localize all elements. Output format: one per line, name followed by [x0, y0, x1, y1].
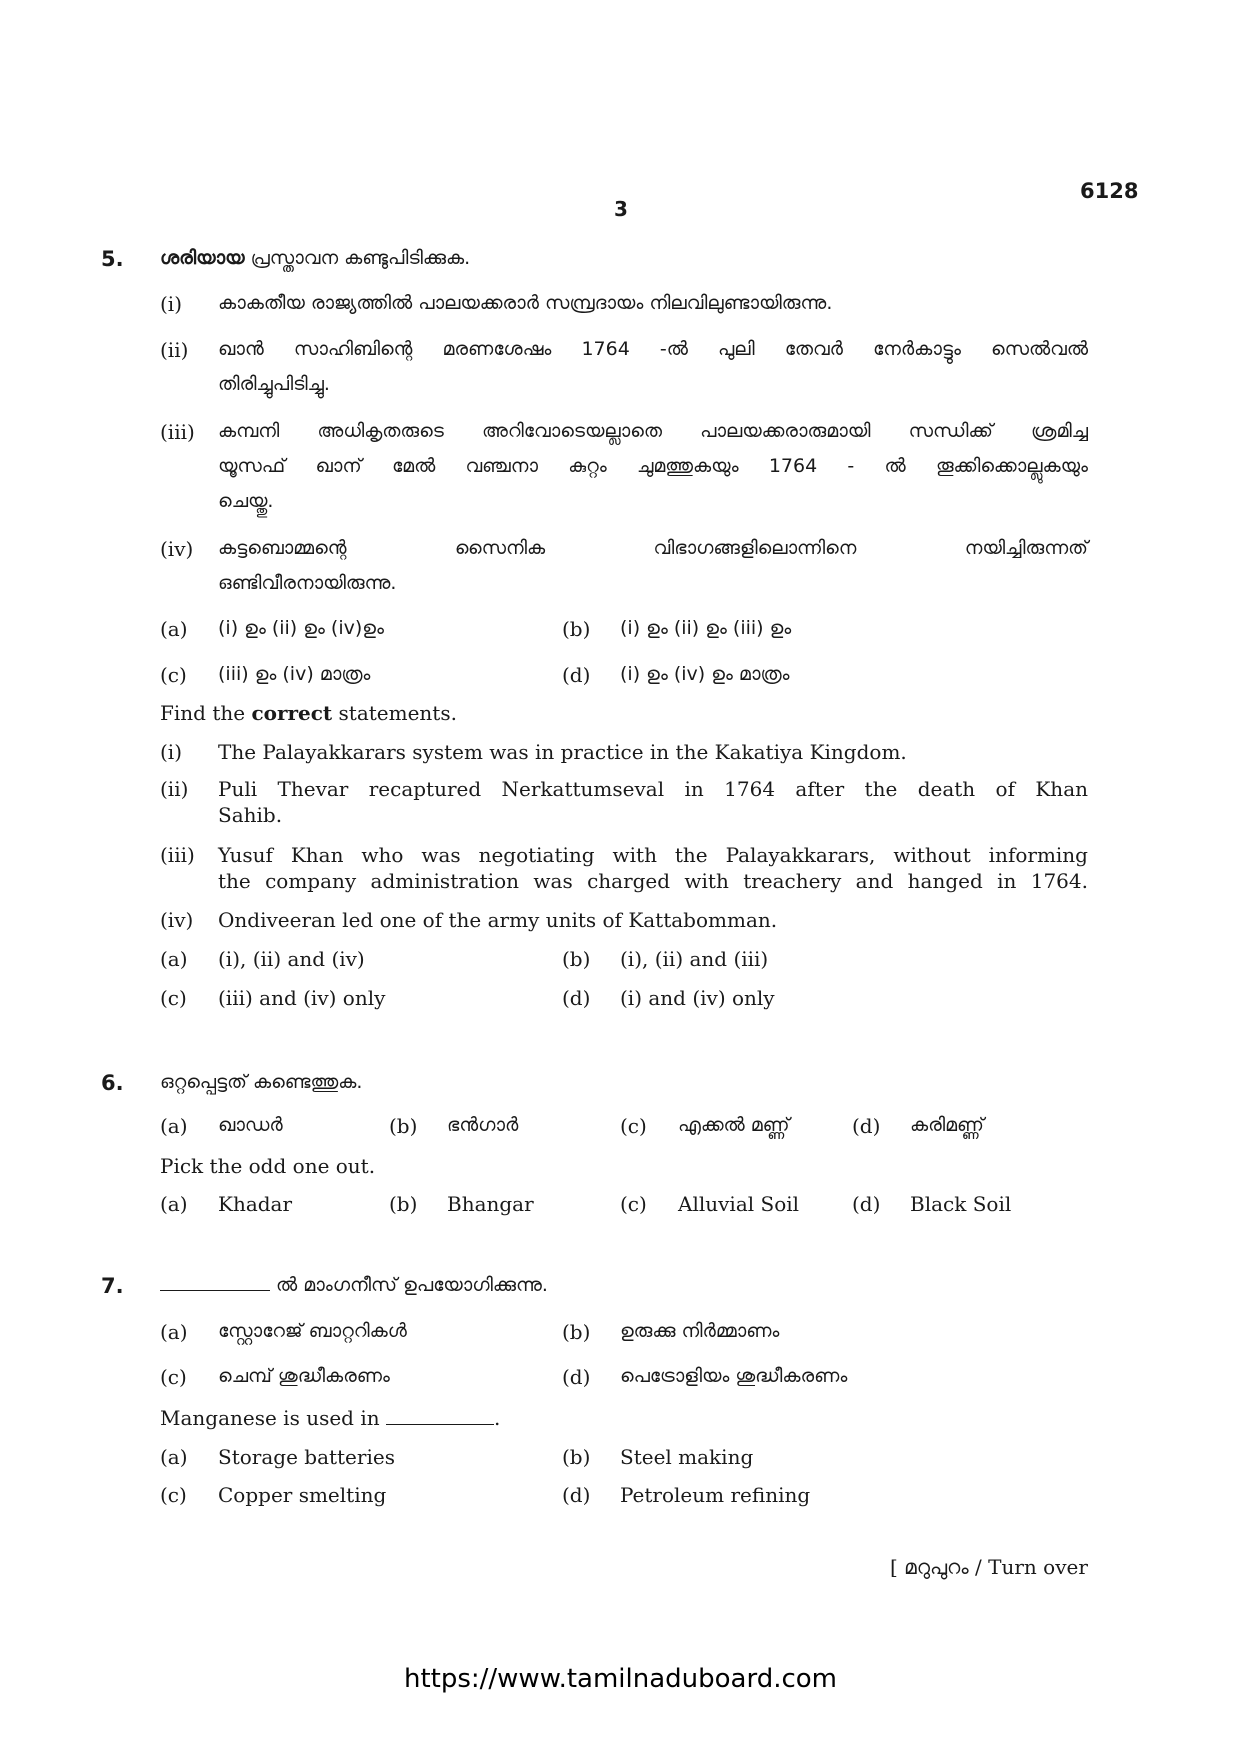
q5-en-statement-iii-line1: Yusuf Khan who was negotiating with the Palayakkarars, without informing [218, 843, 1088, 867]
q5-en-prompt-pre: Find the [160, 701, 252, 725]
q6-en-option-c-label: (c) [620, 1192, 647, 1216]
question-7-ml-prompt [160, 1274, 548, 1296]
paper-code: 6128 [1080, 179, 1139, 203]
q5-ml-statement-iii-line3: ചെയ്തു. [218, 490, 274, 512]
q6-en-option-a[interactable]: Khadar [218, 1192, 293, 1216]
q5-ml-prompt-rest: പ്രസ്താവന കണ്ടുപിടിക്കുക. [244, 247, 471, 269]
q5-en-option-a-label: (a) [160, 947, 188, 971]
question-6-number: 6. [101, 1071, 124, 1095]
q6-ml-option-a-label: (a) [160, 1114, 188, 1138]
question-5-en-prompt [160, 701, 457, 725]
q5-en-option-c[interactable]: (iii) and (iv) only [218, 986, 386, 1010]
q7-en-option-a-label: (a) [160, 1445, 188, 1469]
q6-ml-option-c[interactable]: എക്കൽ മണ്ണ് [678, 1114, 790, 1136]
q5-ml-statement-iii-line1: കമ്പനി അധികൃതരുടെ അറിവോടെയല്ലാതെ പാലയക്കരാരുമായി സന്ധിക്ക് ശ്രമിച്ച [218, 420, 1088, 442]
q5-en-option-b[interactable]: (i), (ii) and (iii) [620, 947, 769, 971]
q5-en-option-a[interactable]: (i), (ii) and (iv) [218, 947, 365, 971]
footer-url[interactable]: https://www.tamilnaduboard.com [403, 1664, 838, 1694]
q5-en-option-d-label: (d) [562, 986, 591, 1010]
q5-ml-option-c[interactable]: (iii) ഉം (iv) മാത്രം [218, 663, 371, 685]
q5-ml-option-d[interactable]: (i) ഉം (iv) ഉം മാത്രം [620, 663, 790, 685]
q6-en-option-c[interactable]: Alluvial Soil [678, 1192, 800, 1216]
q7-en-prompt-pre: Manganese is used in [160, 1406, 386, 1430]
q5-ml-statement-label: (iv) [160, 537, 194, 561]
q5-ml-statement-i: കാകതീയ രാജ്യത്തിൽ പാലയക്കരാർ സമ്പ്രദായം നിലവിലുണ്ടായിരുന്നു. [218, 292, 833, 314]
q6-ml-option-d[interactable]: കരിമണ്ണ് [910, 1114, 984, 1136]
q6-ml-option-c-label: (c) [620, 1114, 647, 1138]
q5-ml-option-c-label: (c) [160, 663, 187, 687]
q7-ml-option-d-label: (d) [562, 1365, 591, 1389]
q5-en-prompt-bold: correct [251, 701, 333, 725]
q7-en-option-c[interactable]: Copper smelting [218, 1483, 387, 1507]
q7-ml-option-c[interactable]: ചെമ്പ് ശുദ്ധീകരണം [218, 1365, 390, 1387]
q6-en-option-b[interactable]: Bhangar [447, 1192, 534, 1216]
q5-ml-statement-label: (iii) [160, 420, 195, 444]
q5-en-statement-ii-line2: Sahib. [218, 803, 283, 827]
question-5-ml-prompt [160, 247, 470, 269]
q7-ml-option-a-label: (a) [160, 1320, 188, 1344]
q6-en-option-d-label: (d) [852, 1192, 881, 1216]
q6-ml-option-d-label: (d) [852, 1114, 881, 1138]
q5-ml-option-a[interactable]: (i) ഉം (ii) ഉം (iv)ഉം [218, 617, 384, 639]
q6-en-option-d[interactable]: Black Soil [910, 1192, 1012, 1216]
q7-en-option-c-label: (c) [160, 1483, 187, 1507]
question-7-number: 7. [101, 1274, 124, 1298]
q5-ml-statement-label: (i) [160, 292, 183, 316]
q5-ml-option-d-label: (d) [562, 663, 591, 687]
q5-en-statement-label: (iii) [160, 843, 195, 867]
q5-ml-statement-ii-line1: ഖാൻ സാഹിബിന്റെ മരണശേഷം 1764 -ൽ പുലി തേവർ നേർകാട്ടും സെൽവൽ [218, 338, 1088, 360]
q7-en-option-d-label: (d) [562, 1483, 591, 1507]
q7-ml-option-d[interactable]: പെട്രോളിയം ശുദ്ധീകരണം [620, 1365, 848, 1387]
q5-en-statement-label: (ii) [160, 777, 189, 801]
q7-en-option-a[interactable]: Storage batteries [218, 1445, 395, 1469]
question-5-number: 5. [101, 247, 124, 271]
q5-ml-statement-label: (ii) [160, 338, 189, 362]
q5-en-statement-label: (i) [160, 740, 183, 764]
q7-ml-option-a[interactable]: സ്റ്റോറേജ് ബാറ്ററികൾ [218, 1320, 407, 1342]
q7-en-prompt-post: . [493, 1406, 501, 1430]
question-6-en-prompt: Pick the odd one out. [160, 1154, 376, 1178]
q5-en-statement-iv: Ondiveeran led one of the army units of Kattabomman. [218, 908, 778, 932]
q5-en-statement-i: The Palayakkarars system was in practice in the Kakatiya Kingdom. [218, 740, 907, 764]
q7-en-option-b-label: (b) [562, 1445, 591, 1469]
q5-ml-statement-iii-line2: യൂസഫ് ഖാന് മേൽ വഞ്ചനാ കുറ്റം ചുമത്തുകയും 1764 - ൽ തൂക്കിക്കൊല്ലുകയും [218, 455, 1088, 477]
question-6-ml-prompt: ഒറ്റപ്പെട്ടത് കണ്ടെത്തുക. [160, 1071, 363, 1093]
page-number: 3 [614, 197, 628, 221]
fill-in-blank [160, 1274, 270, 1291]
q5-ml-prompt-bold: ശരിയായ [160, 247, 245, 269]
q7-ml-prompt-rest: ൽ മാംഗനീസ് ഉപയോഗിക്കുന്നു. [270, 1274, 548, 1296]
q6-ml-option-a[interactable]: ഖാഡർ [218, 1114, 283, 1136]
fill-in-blank [386, 1408, 494, 1425]
q5-ml-option-b-label: (b) [562, 617, 591, 641]
q7-en-option-b[interactable]: Steel making [620, 1445, 754, 1469]
q5-en-option-b-label: (b) [562, 947, 591, 971]
q5-ml-option-a-label: (a) [160, 617, 188, 641]
q7-ml-option-c-label: (c) [160, 1365, 187, 1389]
q5-ml-statement-ii-line2: തിരിച്ചുപിടിച്ചു. [218, 373, 330, 395]
q5-en-statement-label: (iv) [160, 908, 194, 932]
q5-ml-statement-iv-line1: കട്ടബൊമ്മന്റെ സൈനിക വിഭാഗങ്ങളിലൊന്നിനെ നയിച്ചിരുന്നത് [218, 537, 1088, 559]
q7-ml-option-b[interactable]: ഉരുക്കു നിർമ്മാണം [620, 1320, 780, 1342]
q6-en-option-b-label: (b) [389, 1192, 418, 1216]
q5-ml-option-b[interactable]: (i) ഉം (ii) ഉം (iii) ഉം [620, 617, 792, 639]
q5-en-statement-iii-line2: the company administration was charged with treachery and hanged in 1764. [218, 869, 1088, 893]
q6-ml-option-b-label: (b) [389, 1114, 418, 1138]
q6-en-option-a-label: (a) [160, 1192, 188, 1216]
question-7-en-prompt [160, 1406, 500, 1430]
q6-ml-option-b[interactable]: ഭൻഗാർ [447, 1114, 519, 1136]
q5-en-statement-ii-line1: Puli Thevar recaptured Nerkattumseval in 1764 after the death of Khan [218, 777, 1088, 801]
q5-en-option-d[interactable]: (i) and (iv) only [620, 986, 775, 1010]
turn-over-note: [ മറുപുറം / Turn over [890, 1555, 1088, 1579]
q7-en-option-d[interactable]: Petroleum refining [620, 1483, 811, 1507]
q5-en-prompt-post: statements. [332, 701, 457, 725]
q7-ml-option-b-label: (b) [562, 1320, 591, 1344]
q5-en-option-c-label: (c) [160, 986, 187, 1010]
q5-ml-statement-iv-line2: ഒണ്ടിവീരനായിരുന്നു. [218, 572, 397, 594]
